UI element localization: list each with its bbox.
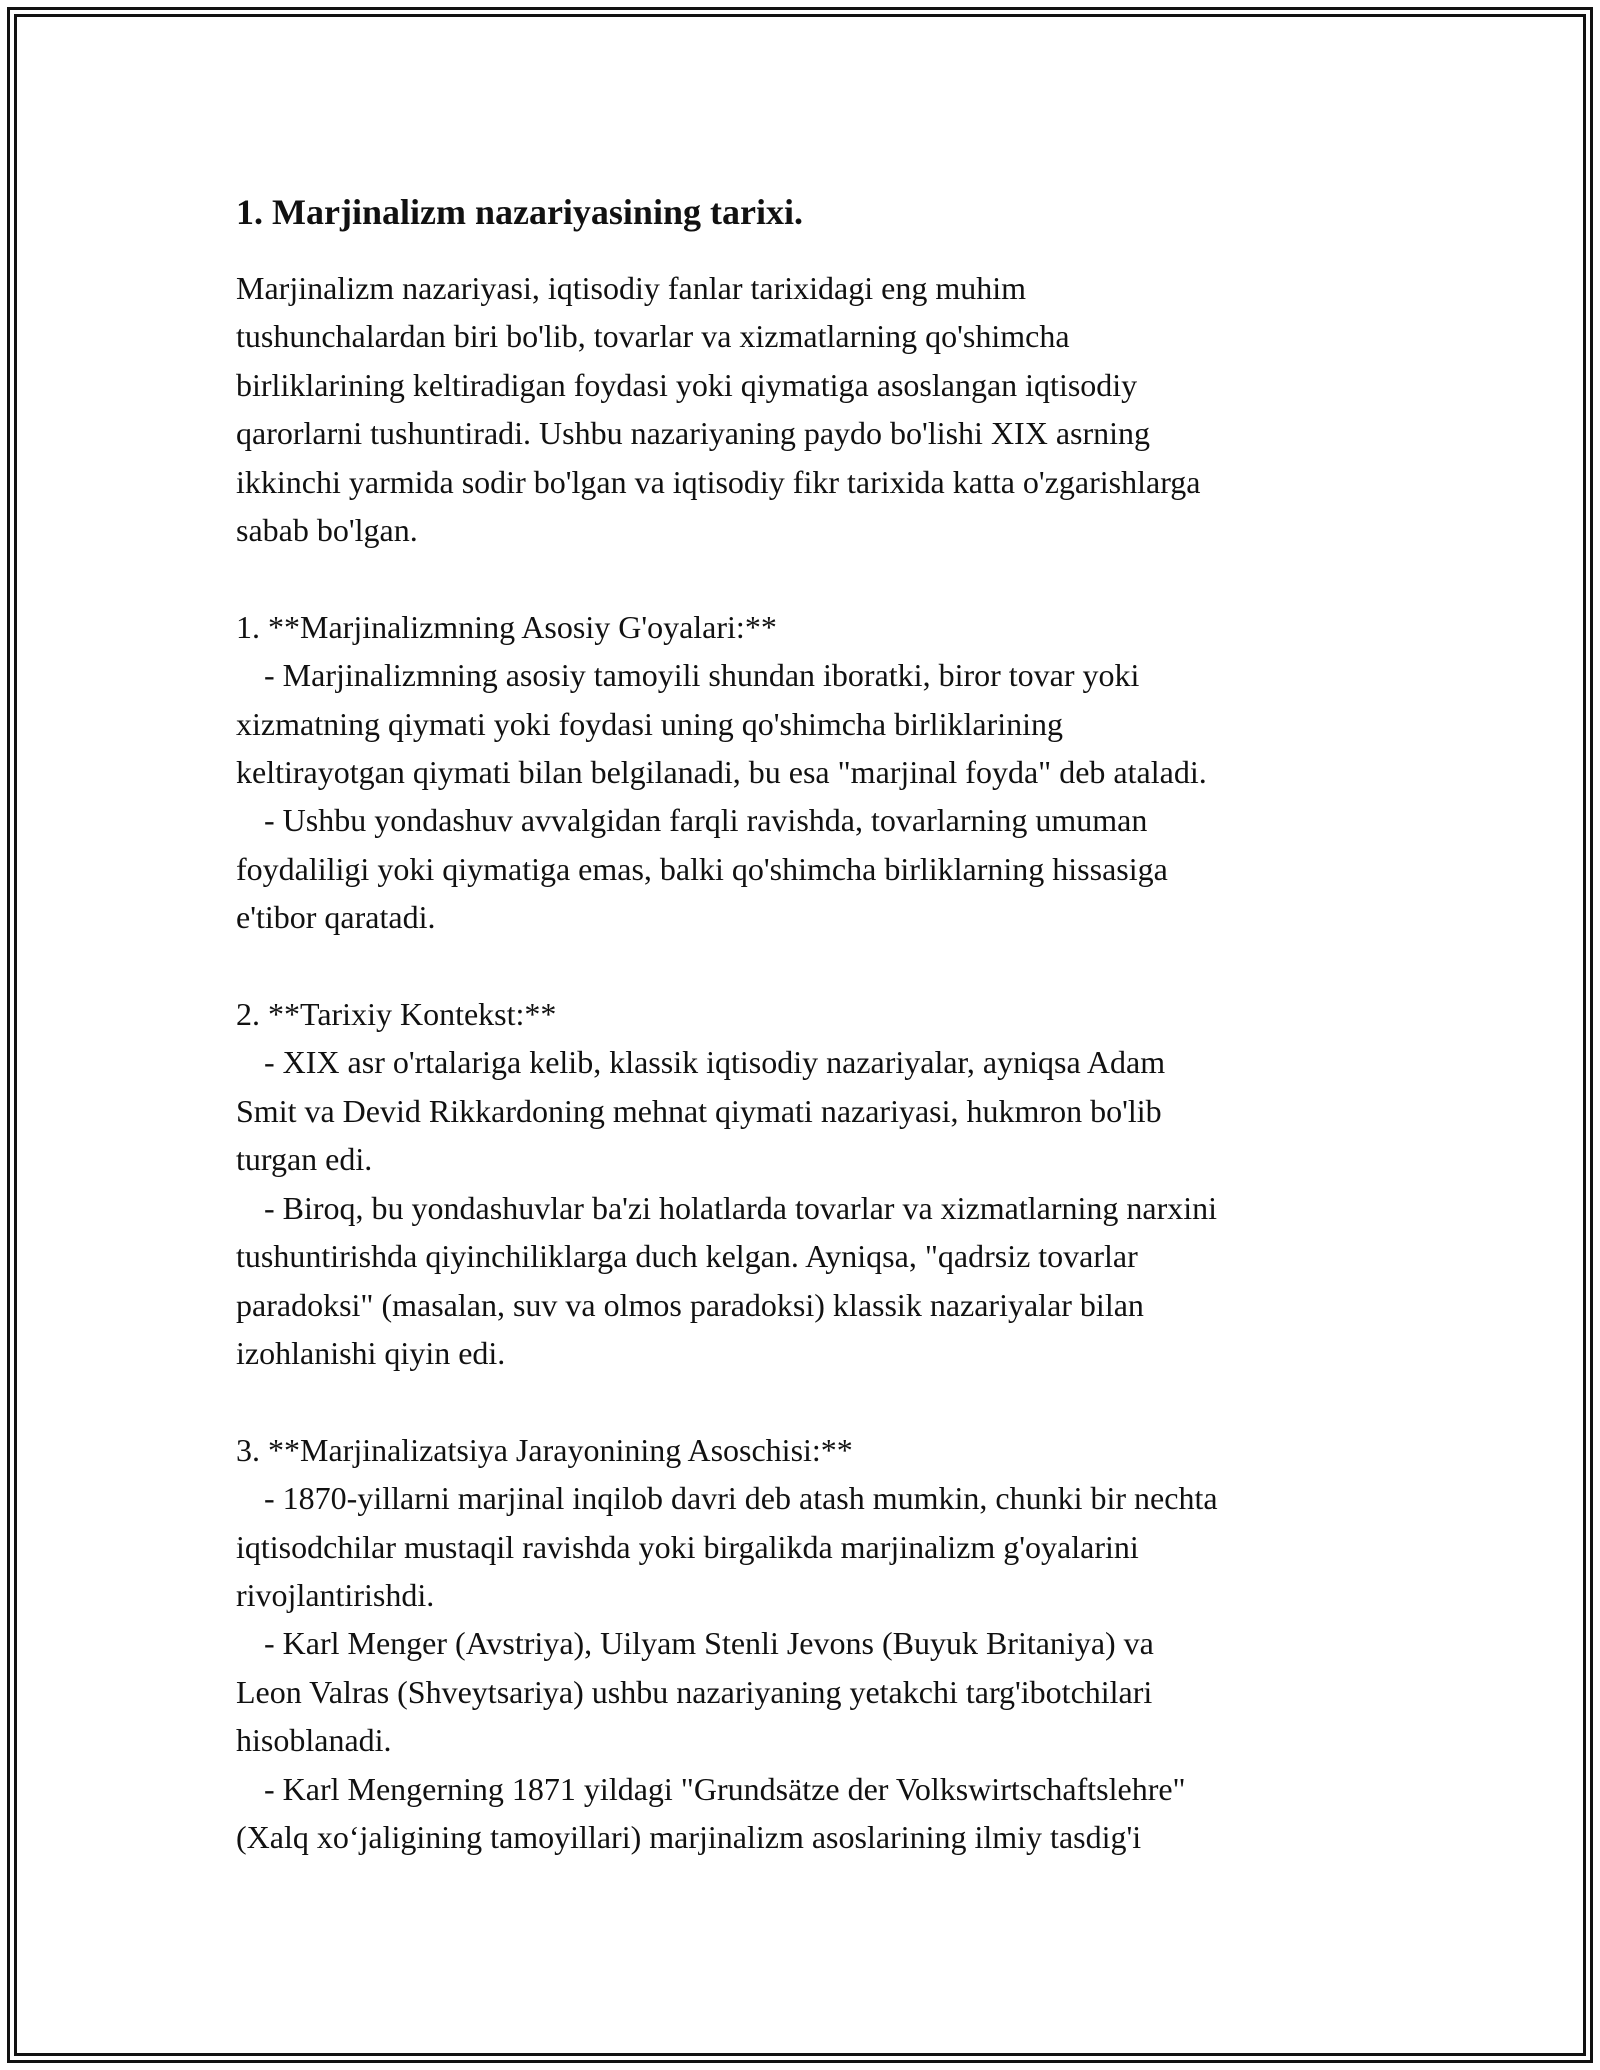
bullet-line: - Biroq, bu yondashuvlar ba'zi holatlarda tovarlar va xizmatlarning narxini xyxy=(264,1189,1218,1226)
intro-line: ikkinchi yarmida sodir bo'lgan va iqtisodiy fikr tarixida katta o'zgarishlarga xyxy=(236,463,1201,500)
text-line: foydaliligi yoki qiymatiga emas, balki qo'shimcha birliklarning hissasiga xyxy=(236,850,1168,887)
text-line: (Xalq xo‘jaligining tamoyillari) marjinalizm asoslarining ilmiy tasdig'i xyxy=(236,1818,1142,1855)
text-line: paradoksi" (masalan, suv va olmos paradoksi) klassik nazariyalar bilan xyxy=(236,1286,1144,1323)
section-title: 3. **Marjinalizatsiya Jarayonining Asoschisi:** xyxy=(236,1431,853,1468)
intro-line: qarorlarni tushuntiradi. Ushbu nazariyaning paydo bo'lishi XIX asrning xyxy=(236,415,1151,452)
bullet-line: - Marjinalizmning asosiy tamoyili shundan iboratki, biror tovar yoki xyxy=(264,657,1140,694)
section-title: 2. **Tarixiy Kontekst:** xyxy=(236,996,557,1033)
bullet-line: - Karl Mengerning 1871 yildagi "Grundsätze der Volkswirtschaftslehre" xyxy=(264,1770,1186,1807)
blank-line xyxy=(236,942,1366,990)
text-line: iqtisodchilar mustaqil ravishda yoki birgalikda marjinalizm g'oyalarini xyxy=(236,1528,1139,1565)
text-line: turgan edi. xyxy=(236,1141,373,1178)
text-line: e'tibor qaratadi. xyxy=(236,899,436,936)
section-title: 1. **Marjinalizmning Asosiy G'oyalari:** xyxy=(236,608,777,645)
section-historical-context xyxy=(236,990,1366,1377)
blank-line xyxy=(236,1377,1366,1425)
blank-line xyxy=(236,554,1366,602)
document-heading: 1. Marjinalizm nazariyasining tarixi. xyxy=(236,192,803,232)
text-line: hisoblanadi. xyxy=(236,1722,392,1759)
text-line: izohlanishi qiyin edi. xyxy=(236,1334,506,1371)
section-main-ideas xyxy=(236,603,1366,942)
document-body xyxy=(236,188,1366,1861)
text-line: keltirayotgan qiymati bilan belgilanadi, bu esa "marjinal foyda" deb ataladi. xyxy=(236,754,1207,791)
text-line: xizmatning qiymati yoki foydasi uning qo'shimcha birliklarining xyxy=(236,705,1063,742)
text-line: rivojlantirishdi. xyxy=(236,1576,435,1613)
text-line: tushuntirishda qiyinchiliklarga duch kelgan. Ayniqsa, "qadrsiz tovarlar xyxy=(236,1238,1138,1275)
text-line: Leon Valras (Shveytsariya) ushbu nazariyaning yetakchi targ'ibotchilari xyxy=(236,1673,1153,1710)
intro-line: tushunchalardan biri bo'lib, tovarlar va xizmatlarning qo'shimcha xyxy=(236,318,1070,355)
intro-paragraph xyxy=(236,264,1366,554)
text-line: Smit va Devid Rikkardoning mehnat qiymati nazariyasi, hukmron bo'lib xyxy=(236,1092,1162,1129)
intro-line: sabab bo'lgan. xyxy=(236,512,418,549)
intro-line: Marjinalizm nazariyasi, iqtisodiy fanlar tarixidagi eng muhim xyxy=(236,270,1026,306)
bullet-line: - 1870-yillarni marjinal inqilob davri deb atash mumkin, chunki bir nechta xyxy=(264,1480,1218,1517)
section-founders xyxy=(236,1426,1366,1862)
bullet-line: - Karl Menger (Avstriya), Uilyam Stenli Jevons (Buyuk Britaniya) va xyxy=(264,1625,1154,1662)
intro-line: birliklarining keltiradigan foydasi yoki qiymatiga asoslangan iqtisodiy xyxy=(236,366,1138,403)
bullet-line: - XIX asr o'rtalariga kelib, klassik iqtisodiy nazariyalar, ayniqsa Adam xyxy=(264,1044,1166,1081)
bullet-line: - Ushbu yondashuv avvalgidan farqli ravishda, tovarlarning umuman xyxy=(264,802,1148,839)
